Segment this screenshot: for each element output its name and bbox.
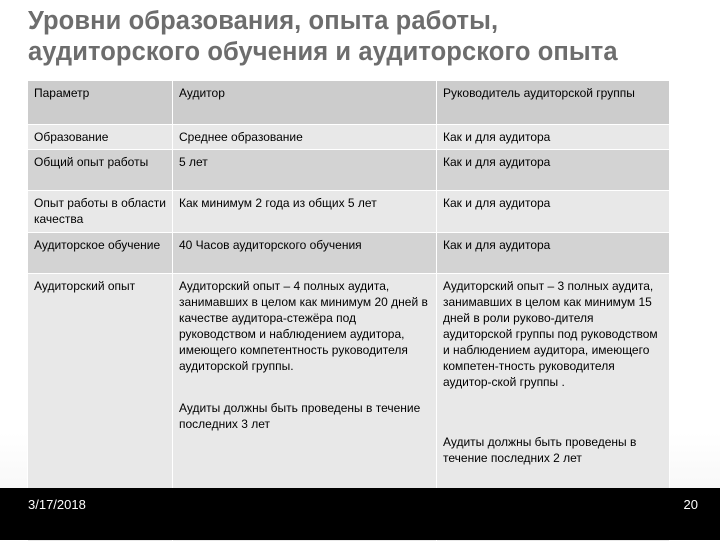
table-row — [28, 150, 670, 191]
footer-date: 3/17/2018 — [28, 497, 86, 512]
lead-experience-text: Аудиторский опыт – 3 полных аудита, занимавших в целом как минимум 15 дней в роли руково-дителя аудиторской группы под руководством и наблюдением аудитора, имеющего компетен-тность руководителя аудитор-ской группы . — [443, 279, 658, 389]
auditor-experience-text: Аудиторский опыт – 4 полных аудита, занимавших в целом как минимум 20 дней в качестве аудитора-стежёра под руководством и наблюдением аудитора, имеющего компетентность руководителя аудиторской группы. — [179, 279, 428, 373]
cell-lead: Как и для аудитора — [437, 233, 670, 274]
table-header-row — [28, 81, 670, 125]
table-row — [28, 125, 670, 150]
table-row — [28, 233, 670, 274]
cell-auditor: Как минимум 2 года из общих 5 лет — [173, 191, 437, 233]
cell-param: Опыт работы в области качества — [28, 191, 173, 233]
table-row — [28, 191, 670, 233]
slide-title-line-2: аудиторского обучения и аудиторского опыта — [28, 38, 618, 66]
lead-experience-note: Аудиты должны быть проведены в течение последних 2 лет — [443, 435, 637, 465]
cell-param: Общий опыт работы — [28, 150, 173, 191]
cell-auditor: 40 Часов аудиторского обучения — [173, 233, 437, 274]
cell-auditor: 5 лет — [173, 150, 437, 191]
cell-param: Аудиторское обучение — [28, 233, 173, 274]
footer-bar — [0, 488, 720, 540]
cell-auditor: Среднее образование — [173, 125, 437, 150]
slide-title — [28, 6, 708, 68]
requirements-table — [27, 80, 670, 542]
header-cell-auditor: Аудитор — [173, 81, 437, 125]
auditor-experience-note: Аудиты должны быть проведены в течение последних 3 лет — [179, 401, 421, 431]
cell-lead: Как и для аудитора — [437, 191, 670, 233]
cell-lead: Как и для аудитора — [437, 150, 670, 191]
page-number: 20 — [683, 497, 698, 512]
cell-param: Образование — [28, 125, 173, 150]
header-cell-param: Параметр — [28, 81, 173, 125]
slide-title-line-1: Уровни образования, опыта работы, — [28, 7, 499, 35]
spacer — [179, 374, 430, 400]
cell-param: Аудиторский опыт — [28, 274, 173, 542]
spacer — [443, 390, 663, 434]
header-cell-lead: Руководитель аудиторской группы — [437, 81, 670, 125]
cell-lead: Как и для аудитора — [437, 125, 670, 150]
